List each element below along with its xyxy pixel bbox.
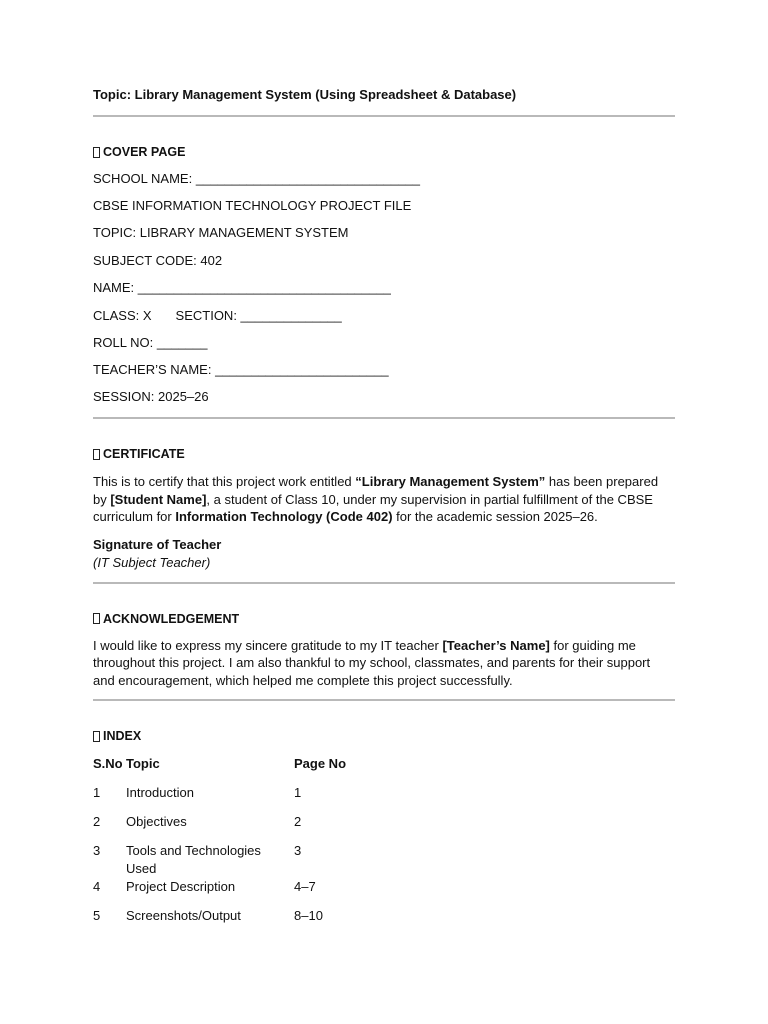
table-row bbox=[93, 842, 354, 878]
certificate-text-3: , a student of Class 10, under my supervision in partial fulfillment of the CBSE curriculum for bbox=[93, 491, 653, 524]
row-sno: 1 bbox=[93, 785, 101, 800]
index-heading bbox=[93, 727, 675, 745]
row-topic: Screenshots/Output bbox=[126, 908, 241, 923]
teacher-name-line: TEACHER’S NAME: ________________________ bbox=[93, 362, 389, 377]
missing-glyph-icon bbox=[93, 147, 100, 158]
subject-code-line: SUBJECT CODE: 402 bbox=[93, 253, 223, 268]
session-line: SESSION: 2025–26 bbox=[93, 389, 209, 404]
student-name-bold: [Student Name] bbox=[110, 491, 207, 507]
subject-bold: Information Technology (Code 402) bbox=[175, 509, 393, 524]
student-name-line: NAME: ___________________________________ bbox=[93, 280, 391, 295]
row-sno: 3 bbox=[93, 843, 101, 858]
col-page-header: Page No bbox=[294, 756, 347, 771]
topic-line: TOPIC: LIBRARY MANAGEMENT SYSTEM bbox=[93, 225, 349, 240]
cover-page-heading bbox=[93, 143, 675, 161]
certificate-paragraph bbox=[93, 473, 675, 526]
class-section-line bbox=[93, 307, 675, 325]
index-header-row bbox=[93, 755, 354, 784]
signature-label: Signature of Teacher bbox=[93, 536, 222, 552]
certificate-text-4: for the academic session 2025–26. bbox=[392, 509, 598, 524]
row-topic: Introduction bbox=[126, 785, 194, 800]
acknowledgement-heading bbox=[93, 610, 675, 628]
ack-text-2: for guiding me throughout this project. I am also thankful to my school, classmates, and parents for their support and encouragement, which helped me complete this project successfully. bbox=[93, 637, 651, 688]
row-page: 8–10 bbox=[294, 908, 323, 923]
project-file-line: CBSE INFORMATION TECHNOLOGY PROJECT FILE bbox=[93, 198, 412, 213]
class-value: CLASS: X bbox=[93, 308, 152, 323]
acknowledgement-paragraph bbox=[93, 637, 675, 690]
row-topic: Project Description bbox=[126, 879, 236, 894]
certificate-text-1: This is to certify that this project work entitled bbox=[93, 474, 356, 489]
certificate-heading-text: CERTIFICATE bbox=[103, 447, 185, 461]
teacher-name-bold: [Teacher’s Name] bbox=[442, 637, 550, 653]
table-row bbox=[93, 878, 354, 907]
row-page: 3 bbox=[294, 843, 302, 858]
acknowledgement-heading-text: ACKNOWLEDGEMENT bbox=[103, 611, 240, 626]
row-page: 4–7 bbox=[294, 879, 316, 894]
school-name-line: SCHOOL NAME: _______________________________ bbox=[93, 171, 420, 186]
document-body bbox=[93, 86, 675, 936]
row-page: 2 bbox=[294, 814, 302, 829]
row-page: 1 bbox=[294, 785, 302, 800]
col-topic-header: Topic bbox=[126, 756, 160, 771]
missing-glyph-icon bbox=[93, 731, 100, 742]
table-row bbox=[93, 784, 354, 813]
cover-page-heading-text: COVER PAGE bbox=[103, 145, 186, 159]
col-sno-header: S.No bbox=[93, 756, 123, 771]
row-topic: Objectives bbox=[126, 814, 187, 829]
table-row bbox=[93, 907, 354, 936]
section-value: SECTION: ______________ bbox=[175, 308, 342, 323]
project-title-bold: “Library Management System” bbox=[355, 474, 546, 489]
certificate-text-2: has been prepared by bbox=[93, 474, 659, 507]
index-table bbox=[93, 755, 354, 936]
table-row bbox=[93, 813, 354, 842]
missing-glyph-icon bbox=[93, 449, 100, 460]
row-topic: Tools and Technologies Used bbox=[126, 843, 261, 876]
signature-role: (IT Subject Teacher) bbox=[93, 554, 211, 570]
missing-glyph-icon bbox=[93, 613, 100, 624]
row-sno: 4 bbox=[93, 879, 101, 894]
row-sno: 5 bbox=[93, 908, 101, 923]
row-sno: 2 bbox=[93, 814, 101, 829]
roll-no-line: ROLL NO: _______ bbox=[93, 335, 208, 350]
certificate-heading bbox=[93, 445, 675, 463]
topic-title: Topic: Library Management System (Using Spreadsheet & Database) bbox=[93, 87, 517, 102]
index-heading-text: INDEX bbox=[103, 729, 142, 743]
ack-text-1: I would like to express my sincere gratitude to my IT teacher bbox=[93, 637, 443, 653]
